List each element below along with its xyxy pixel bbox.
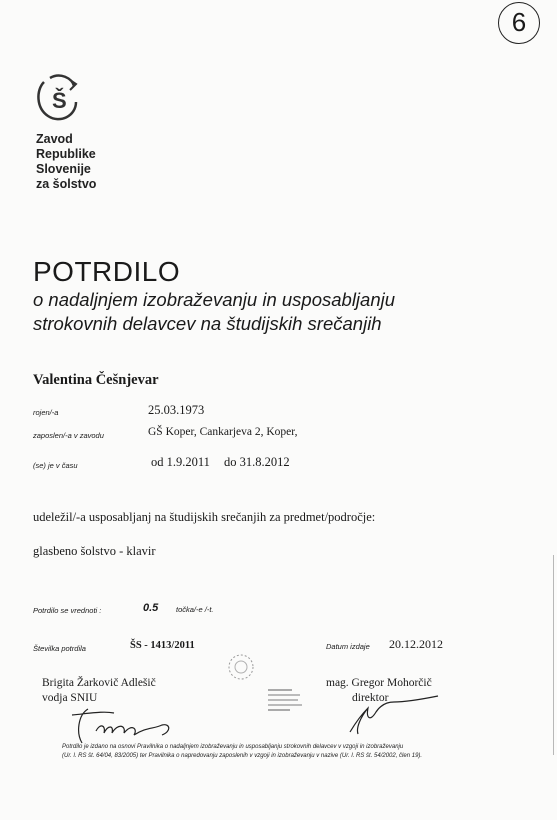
period-label: (se) je v času	[33, 461, 78, 470]
employed-label: zaposlen/-a v zavodu	[33, 431, 104, 440]
left-signatory-name: Brigita Žarkovič Adlešič	[42, 677, 156, 689]
period-from: od 1.9.2011	[151, 455, 210, 469]
footnote-line-2: (Ur. l. RS št. 64/04, 83/2005) ter Pravilnika o napredovanju zaposlenih v vzgoji in izobraževanju v nazive (Ur. l. RS št. 54/2002, člen 19).	[62, 753, 423, 759]
institution-line-4: za šolstvo	[36, 177, 97, 191]
value-label: Potrdilo se vrednoti :	[33, 606, 102, 615]
left-signature-icon	[62, 703, 182, 748]
right-signatory-role: direktor	[352, 692, 389, 704]
institution-line-3: Slovenije	[36, 162, 91, 176]
born-value: 25.03.1973	[148, 403, 205, 417]
institution-line-1: Zavod	[36, 132, 73, 146]
institution-logo	[30, 68, 82, 135]
document-title: POTRDILO	[33, 256, 181, 287]
zrss-emblem-icon	[30, 68, 82, 130]
legal-footnote	[62, 743, 422, 761]
value-unit: točka/-e /-t.	[176, 605, 214, 614]
document-subtitle-2: strokovnih delavcev na študijskih srečanjih	[33, 313, 382, 334]
stamp-text-block	[268, 686, 308, 722]
footnote-line-1: Potrdilo je izdano na osnovi Pravilnika o nadaljnjem izobraževanju in usposabljanju strokovnih delavcev v vzgoji in izobraževanju	[62, 744, 404, 750]
document-subtitle-1: o nadaljnjem izobraževanju in usposabljanju	[33, 289, 396, 310]
employed-value: GŠ Koper, Cankarjeva 2, Koper,	[148, 426, 298, 438]
svg-text:Š: Š	[52, 88, 67, 113]
institution-name	[36, 132, 96, 192]
attended-statement: udeležil/-a usposabljanj na študijskih srečanjih za predmet/področje:	[33, 510, 376, 524]
certificate-number-label: Številka potrdila	[33, 644, 86, 653]
page-number: 6	[511, 7, 527, 37]
page-number-circle	[498, 2, 540, 44]
certificate-number: ŠS - 1413/2011	[130, 640, 195, 651]
institution-line-2: Republike	[36, 147, 96, 161]
round-stamp-icon	[226, 652, 256, 682]
recipient-name: Valentina Češnjevar	[33, 372, 159, 388]
period-to: do 31.8.2012	[224, 455, 290, 469]
issue-date: 20.12.2012	[389, 637, 443, 651]
issue-date-label: Datum izdaje	[326, 642, 370, 651]
scan-edge-line	[553, 555, 554, 755]
left-signatory-role: vodja SNIU	[42, 692, 98, 704]
right-signatory-name: mag. Gregor Mohorčič	[326, 677, 432, 689]
subject-field: glasbeno šolstvo - klavir	[33, 544, 156, 558]
value-amount: 0.5	[143, 602, 159, 614]
right-signature-icon	[346, 692, 446, 737]
born-label: rojen/-a	[33, 408, 59, 417]
